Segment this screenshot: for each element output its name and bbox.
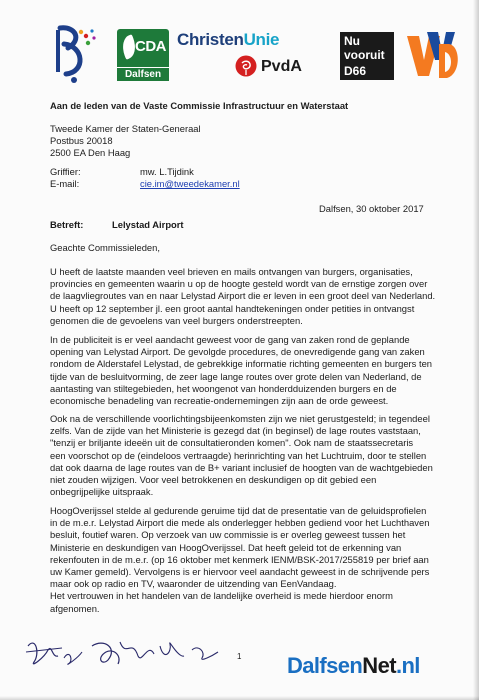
pvda-logo <box>233 55 313 79</box>
d66-logo-line2: vooruit <box>344 48 385 62</box>
signatures <box>22 628 232 676</box>
pvda-logo-text: PvdA <box>261 58 302 75</box>
griffier-label: Griffier: <box>50 166 81 177</box>
paragraph-line: HoogOverijssel stelde al gedurende geruime tijd dat de presentatie van de geluidsprofielen <box>50 505 427 516</box>
paragraph-line: rondom de Alderstafel Lelystad, de gebrekkige informatie richting gemeenten en burgers ten <box>50 358 432 370</box>
paragraph-line: maar ook op radio en TV, waaronder de uitzending van EenVandaag. <box>50 578 337 590</box>
paragraph-line: U heeft op 12 september jl. een groot aantal handtekeningen onder petities in ontvangst <box>50 302 415 314</box>
paragraph-line: genomen die de gevoelens van veel burgers onderstreepten. <box>50 314 303 326</box>
griffier-value: mw. L.Tijdink <box>140 166 194 177</box>
email-link[interactable]: cie.im@tweedekamer.nl <box>140 178 240 189</box>
paragraph-line: besluit, foutief waren. Op verzoek van uw commissie is er overleg geweest tussen het <box>50 529 406 541</box>
paragraph-line: Het vertrouwen in het handelen van de landelijke overheid is mede hierdoor enorm <box>50 590 393 602</box>
email-label: E-mail: <box>50 178 80 189</box>
paragraph-line: economische benadeling van recreatie-ondernemingen zijn aan de orde geweest. <box>50 395 389 407</box>
paragraph-line: niet zouden wijzigen. Voor veel betrokkenen en deskundigen op dit gebied een <box>50 474 377 486</box>
page-bottom-shadow <box>0 696 479 700</box>
paragraph-line: provincies en gemeenten waarin u op de hoogte gesteld wordt van de ernstige zorgen over <box>50 278 428 290</box>
page-edge-shadow <box>473 0 479 700</box>
watermark-part1: Dalfsen <box>287 653 363 678</box>
paragraph-line: de laagvliegroutes van en naar Lelystad Airport die er leven in een groot deel van Nederland. <box>50 290 436 302</box>
paragraph-line: uw Kamer gemeld). Vervolgens is er hiervoor veel aandacht geweest in de schrijvende pers <box>50 566 430 578</box>
paragraph-line: Ook na de verschillende voorlichtingsbijeenkomsten zijn we niet gerustgesteld; in tegendeel <box>50 413 430 424</box>
paragraph-line: "tenzij er briljante ideeën uit de consultatieronden komen". Ook nam de staatssecretaris <box>50 437 414 449</box>
d66-logo-line3: D66 <box>344 64 367 78</box>
christenunie-logo-part1: Christen <box>177 30 244 49</box>
subject-value: Lelystad Airport <box>112 219 184 230</box>
rose-icon <box>235 55 257 77</box>
body-paragraph-4 <box>50 505 445 615</box>
paragraph-line: opening van Lelystad Airport. De gevolgde procedures, de onevredigende gang van zaken <box>50 346 425 358</box>
paragraph-line: dat ook daarna de lage routes van de B+ variant inclusief de hoogten van de wachtgebieden <box>50 461 433 473</box>
paragraph-line: aantasting van stiltegebieden, het woongenot van honderdduizenden burgers en de <box>50 382 397 394</box>
salutation: Geachte Commissieleden, <box>50 242 160 253</box>
d66-logo-line1: Nu <box>344 34 360 48</box>
christenunie-logo <box>177 30 279 50</box>
subject-label: Betreft: <box>50 219 84 230</box>
d66-logo <box>340 32 394 80</box>
address-line: 2500 EA Den Haag <box>50 147 131 158</box>
paragraph-line: in de m.e.r. Lelystad Airport die mede als onderlegger hebben gediend voor het Luchthaven <box>50 517 430 529</box>
christenunie-logo-part2: Unie <box>243 30 280 49</box>
paragraph-line: onbegrijpelijke uitspraak. <box>50 486 154 498</box>
dalfsennet-watermark[interactable] <box>287 653 420 679</box>
paragraph-line: U heeft de laatste maanden veel brieven en mails ontvangen van burgers, organisaties, <box>50 266 413 277</box>
paragraph-line: rekenfouten in de m.e.r. (op 16 oktober met kenmerk IENM/BSK-2017/255819 per brief aan <box>50 553 429 565</box>
page-number: 1 <box>237 652 242 661</box>
address-line: Tweede Kamer der Staten-Generaal <box>50 123 201 134</box>
cda-logo <box>117 29 169 81</box>
paragraph-line: afgenomen. <box>50 602 100 614</box>
body-paragraph-1 <box>50 266 445 327</box>
paragraph-line: zelfs. Van de zijde van het Ministerie is gezegd dat (in beginsel) de lage routes vaststaan, <box>50 425 421 437</box>
cda-logo-subtitle: Dalfsen <box>117 67 169 81</box>
party-logos <box>0 0 479 92</box>
local-party-logo <box>50 22 98 84</box>
cda-logo-text: CDA <box>135 38 166 55</box>
address-line: Postbus 20018 <box>50 135 113 146</box>
place-date: Dalfsen, 30 oktober 2017 <box>319 203 424 214</box>
addressee: Aan de leden van de Vaste Commissie Infrastructuur en Waterstaat <box>50 100 349 111</box>
paragraph-line: Ministerie en deskundigen van HoogOverijssel. Dat heeft geleid tot de erkenning van <box>50 541 402 553</box>
watermark-part2: Net <box>362 653 396 678</box>
watermark-part3: .nl <box>395 653 420 678</box>
paragraph-line: tijde van de besluitvorming, de zeer lage lange routes over grote delen van Nederland, de <box>50 370 422 382</box>
paragraph-line: een voorschot op de (eindeloos vertraagde) herinrichting van het Luchtruim, door te stellen <box>50 449 427 461</box>
paragraph-line: In de publiciteit is er veel aandacht geweest voor de gang van zaken rond de geplande <box>50 334 410 345</box>
vvd-logo <box>405 30 461 82</box>
body-paragraph-3 <box>50 413 445 498</box>
body-paragraph-2 <box>50 334 445 407</box>
